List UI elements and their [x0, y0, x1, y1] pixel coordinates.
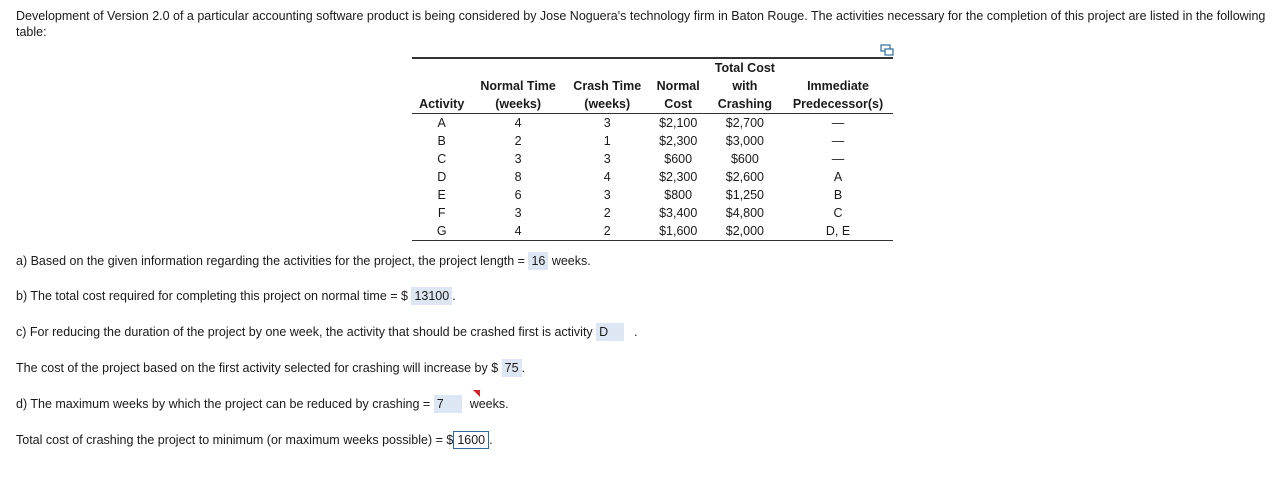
- cell-crash-time: 1: [603, 134, 611, 148]
- question-c2: [16, 358, 525, 378]
- header-normal-cost-spacer: [650, 59, 707, 78]
- question-c-suffix: .: [634, 325, 638, 339]
- cell-crash-time: 4: [603, 170, 611, 184]
- cell-normal-time: 6: [514, 188, 522, 202]
- normal-cost-answer[interactable]: 13100: [411, 287, 452, 305]
- cell-crash-cost: $600: [730, 152, 759, 166]
- cell-normal-cost: $3,400: [659, 206, 698, 220]
- cell-crash-time: 3: [603, 116, 611, 130]
- question-c-text: c) For reducing the duration of the project by one week, the activity that should be crashed first is activity: [16, 325, 597, 339]
- question-d2-text: Total cost of crashing the project to minimum (or maximum weeks possible) = $: [16, 433, 454, 447]
- cell-normal-time: 2: [514, 134, 522, 148]
- header-normal-time-spacer: [471, 59, 564, 78]
- cell-normal-cost: $2,300: [659, 134, 698, 148]
- cell-normal-cost: $2,100: [659, 116, 698, 130]
- question-d2-suffix: .: [489, 433, 493, 447]
- header-total-cost-line3: Crashing: [707, 95, 783, 114]
- cell-normal-time: 4: [514, 116, 522, 130]
- cell-activity: G: [412, 222, 471, 241]
- table-row: [412, 222, 893, 241]
- cell-predecessors: —: [831, 134, 845, 148]
- cell-crash-time: 2: [603, 206, 611, 220]
- cell-normal-cost: $600: [664, 152, 693, 166]
- incorrect-flag-icon: [473, 390, 480, 397]
- question-d-suffix: weeks.: [469, 397, 509, 411]
- cell-activity: E: [437, 188, 446, 202]
- cell-predecessors: —: [831, 116, 845, 130]
- cost-increase-answer[interactable]: 75: [502, 359, 522, 377]
- table-row: [412, 132, 893, 150]
- cell-normal-cost: $2,300: [659, 170, 698, 184]
- problem-intro: Development of Version 2.0 of a particular accounting software product is being considered by Jose Noguera's technology firm in Baton Rouge. The activities necessary for the completion of this project are listed in the following table:: [16, 9, 1266, 39]
- table-row: [412, 114, 893, 133]
- question-b-text: b) The total cost required for completing this project on normal time = $: [16, 289, 412, 303]
- table-row: [412, 168, 893, 186]
- cell-activity: B: [437, 134, 446, 148]
- question-a-text: a) Based on the given information regarding the activities for the project, the project length =: [16, 254, 529, 268]
- header-pred-spacer: [783, 59, 893, 78]
- header-total-cost-line1: Total Cost: [714, 61, 775, 75]
- cell-crash-cost: $2,700: [725, 116, 764, 130]
- header-activity: Activity: [412, 95, 471, 114]
- cell-predecessors: A: [833, 170, 843, 184]
- question-d: [16, 394, 509, 414]
- table-row: [412, 150, 893, 168]
- header-activity-spacer: [412, 59, 471, 78]
- question-d2: [16, 430, 493, 450]
- question-c: [16, 322, 638, 342]
- cell-activity: A: [437, 116, 446, 130]
- header-normal-cost-line1: Normal: [656, 79, 700, 93]
- question-a-suffix: weeks.: [548, 254, 591, 268]
- question-c2-suffix: .: [521, 361, 526, 375]
- question-d-text: d) The maximum weeks by which the project can be reduced by crashing =: [16, 397, 434, 411]
- cell-predecessors: C: [833, 206, 843, 220]
- header-pred-line2: Predecessor(s): [783, 95, 893, 114]
- question-c2-text: The cost of the project based on the first activity selected for crashing will increase by $: [16, 361, 502, 375]
- header-crash-time-line2: (weeks): [565, 95, 650, 114]
- table-row: [412, 186, 893, 204]
- cell-normal-cost: $800: [664, 188, 693, 202]
- cell-normal-time: 8: [514, 170, 522, 184]
- cell-activity: F: [437, 206, 446, 220]
- cell-crash-cost: $2,600: [725, 170, 764, 184]
- cell-normal-time: 3: [514, 152, 522, 166]
- cell-activity: D: [437, 170, 447, 184]
- cell-normal-time: 3: [514, 206, 522, 220]
- total-crash-cost-input[interactable]: 1600: [453, 431, 489, 449]
- header-crash-time-spacer: [565, 59, 650, 78]
- header-normal-cost-line2: Cost: [650, 95, 707, 114]
- table-row: [412, 204, 893, 222]
- question-a: [16, 251, 591, 271]
- cell-normal-time: 4: [471, 222, 564, 241]
- cell-activity: C: [437, 152, 447, 166]
- header-pred-line1: Immediate: [807, 79, 869, 93]
- cell-crash-cost: $3,000: [725, 134, 764, 148]
- question-b: [16, 286, 456, 306]
- copy-table-icon[interactable]: [880, 44, 894, 56]
- cell-predecessors: D, E: [783, 222, 893, 241]
- header-normal-time-line1: Normal Time: [480, 79, 556, 93]
- cell-crash-cost: $2,000: [707, 222, 783, 241]
- cell-normal-cost: $1,600: [650, 222, 707, 241]
- cell-crash-cost: $4,800: [725, 206, 764, 220]
- header-normal-time-line2: (weeks): [471, 95, 564, 114]
- cell-crash-time: 3: [603, 188, 611, 202]
- first-crash-activity-answer[interactable]: D: [596, 323, 624, 341]
- cell-crash-time: 3: [603, 152, 611, 166]
- question-b-suffix: .: [452, 289, 456, 303]
- header-total-cost-line2: with: [732, 79, 758, 93]
- max-weeks-answer[interactable]: 7: [434, 395, 462, 413]
- cell-predecessors: B: [833, 188, 843, 202]
- activities-table: [412, 57, 893, 241]
- cell-crash-time: 2: [565, 222, 650, 241]
- project-length-answer[interactable]: 16: [528, 252, 548, 270]
- header-crash-time-line1: Crash Time: [573, 79, 642, 93]
- cell-predecessors: —: [831, 152, 845, 166]
- cell-crash-cost: $1,250: [725, 188, 764, 202]
